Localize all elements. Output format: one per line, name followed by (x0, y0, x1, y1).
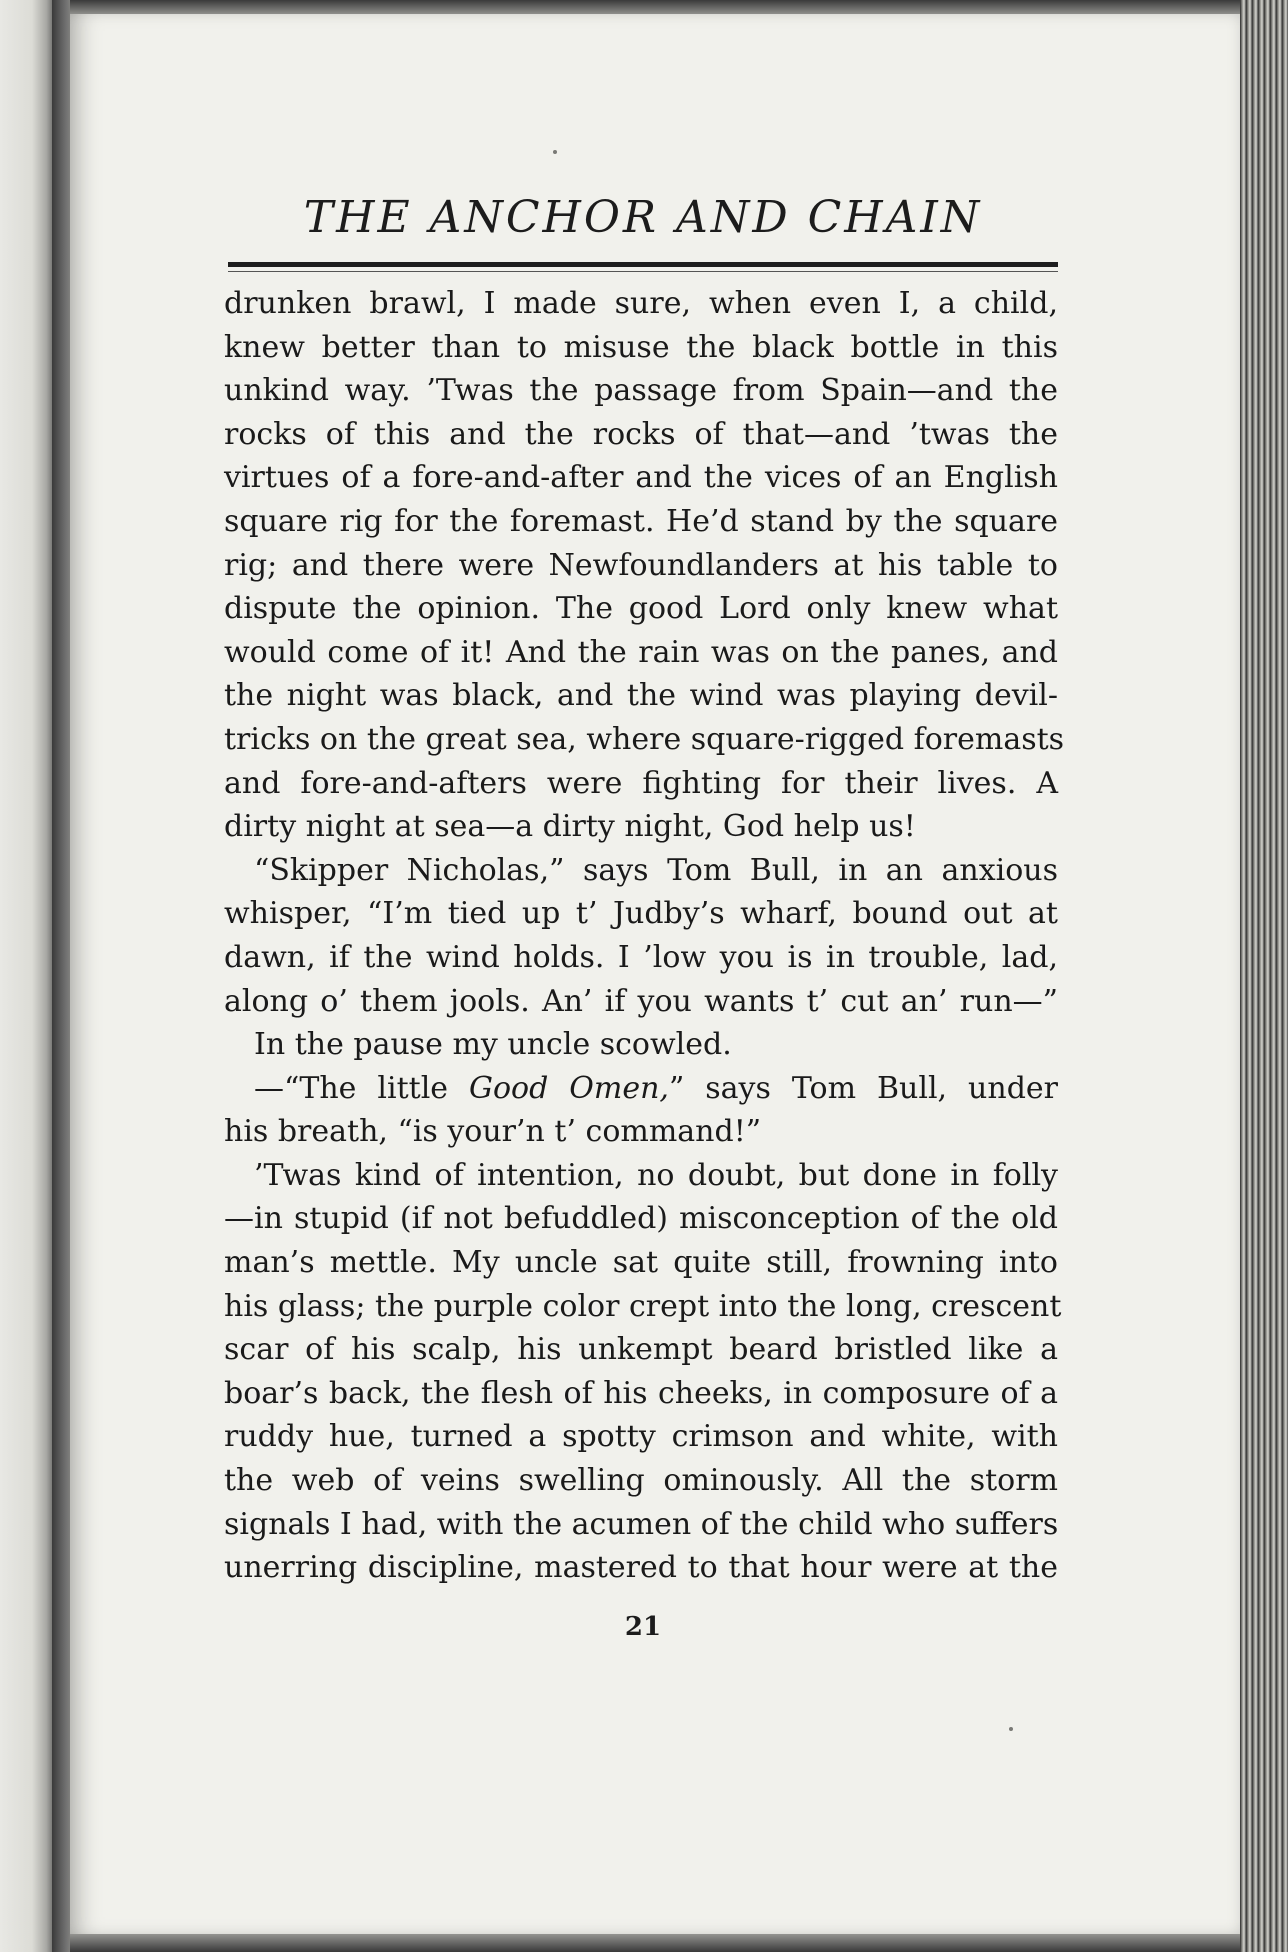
text-line (224, 1067, 1058, 1111)
text-line: —in stupid (if not befuddled) misconception of the old (224, 1201, 1058, 1237)
text-line: the web of veins swelling ominously. All the storm (224, 1463, 1058, 1499)
paper-speck (1009, 1727, 1013, 1731)
text-line: unerring discipline, mastered to that hour were at the (224, 1550, 1058, 1586)
text-line: drunken brawl, I made sure, when even I, a child, (224, 286, 1058, 321)
text-line: scar of his scalp, his unkempt beard bristled like a (224, 1332, 1058, 1368)
text-line: man’s mettle. My uncle sat quite still, frowning into (224, 1245, 1058, 1281)
text-line: ruddy hue, turned a spotty crimson and white, with (224, 1419, 1058, 1455)
paper-speck (553, 150, 557, 154)
text-line: unkind way. ’Twas the passage from Spain—and the (224, 373, 1058, 409)
text-line: whisper, “I’m tied up t’ Judby’s wharf, bound out at (224, 896, 1058, 932)
head-rule (228, 262, 1058, 267)
body-text (224, 282, 1065, 1590)
right-page-stack (1240, 0, 1288, 1952)
text-fragment: —“The little (254, 1070, 470, 1106)
page-number: 21 (624, 1612, 662, 1642)
text-line: rig; and there were Newfoundlanders at his table to (224, 547, 1058, 583)
head-rule-thin (228, 271, 1058, 272)
text-line: the night was black, and the wind was playing devil- (224, 678, 1058, 714)
text-line: his glass; the purple color crept into the long, crescent (224, 1288, 1062, 1324)
ship-name-italic: Good Omen, (469, 1070, 669, 1106)
text-line: signals I had, with the acumen of the child who suffers (224, 1506, 1059, 1542)
text-fragment: ” says Tom Bull, under (668, 1070, 1058, 1106)
text-line: dawn, if the wind holds. I ’low you is in trouble, lad, (224, 939, 1058, 975)
text-line: his breath, “is your’n t’ command!” (224, 1114, 762, 1150)
text-line: and fore-and-afters were fighting for their lives. A (224, 765, 1058, 801)
running-head: THE ANCHOR AND CHAIN (303, 192, 983, 243)
text-line: In the pause my uncle scowled. (254, 1027, 732, 1063)
text-line: “Skipper Nicholas,” says Tom Bull, in an anxious (254, 852, 1058, 888)
text-line: virtues of a fore-and-after and the vices of an English (224, 460, 1058, 496)
text-line: would come of it! And the rain was on the panes, and (224, 634, 1058, 670)
text-line: rocks of this and the rocks of that—and ’twas the (224, 416, 1058, 452)
text-line: along o’ them jools. An’ if you wants t’ cut an’ run—” (224, 983, 1058, 1019)
text-line: tricks on the great sea, where square-rigged foremasts (224, 721, 1065, 757)
left-page-edge (0, 0, 58, 1952)
text-line: square rig for the foremast. He’d stand by the square (224, 503, 1058, 539)
text-line: dirty night at sea—a dirty night, God help us! (224, 809, 916, 845)
text-line: boar’s back, the flesh of his cheeks, in composure of a (224, 1375, 1058, 1411)
text-line: ’Twas kind of intention, no doubt, but done in folly (254, 1157, 1058, 1193)
text-line: knew better than to misuse the black bottle in this (224, 329, 1058, 365)
text-line: dispute the opinion. The good Lord only knew what (224, 591, 1058, 627)
